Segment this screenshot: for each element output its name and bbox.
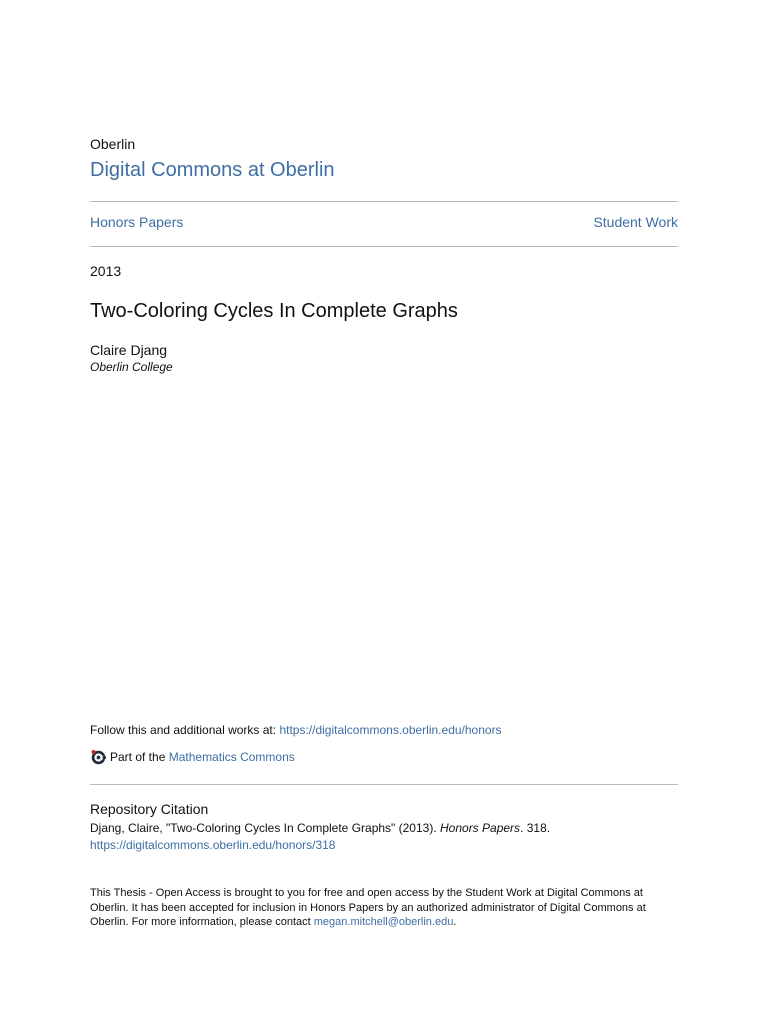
citation-text-start: Djang, Claire, "Two-Coloring Cycles In Complete Graphs" (2013).: [90, 821, 440, 835]
citation-url-link[interactable]: https://digitalcommons.oberlin.edu/honors/318: [90, 838, 336, 852]
divider-bottom: [90, 784, 678, 785]
access-notice: [90, 886, 678, 930]
publication-year: 2013: [90, 263, 122, 279]
part-of-line: [90, 746, 295, 768]
citation-text-end: . 318.: [520, 821, 551, 835]
commons-network-icon: [90, 749, 107, 766]
access-notice-text: This Thesis - Open Access is brought to you for free and open access by the Student Work at Digital Commons at Oberlin. It has been accepted for inclusion in Honors Papers by an authorized administrator of Digital Commons at Oberlin. For more information, please contact: [90, 887, 646, 928]
repository-title-link[interactable]: Digital Commons at Oberlin: [90, 159, 335, 181]
contact-email-link[interactable]: megan.mitchell@oberlin.edu: [313, 916, 454, 928]
part-of-prefix: Part of the: [110, 750, 166, 764]
follow-line: [90, 723, 502, 738]
honors-papers-link[interactable]: Honors Papers: [90, 214, 184, 230]
citation-journal: Honors Papers: [440, 821, 521, 835]
citation-heading: Repository Citation: [90, 801, 209, 817]
paper-title: Two-Coloring Cycles In Complete Graphs: [90, 300, 458, 322]
follow-url-link[interactable]: https://digitalcommons.oberlin.edu/honors: [279, 723, 502, 737]
student-work-link[interactable]: Student Work: [593, 214, 678, 230]
institution-name: Oberlin: [90, 136, 136, 152]
mathematics-commons-link[interactable]: Mathematics Commons: [168, 750, 295, 764]
divider-top: [90, 201, 678, 202]
author-affiliation: Oberlin College: [90, 360, 173, 374]
follow-prefix: Follow this and additional works at:: [90, 723, 280, 737]
access-notice-end: .: [453, 916, 457, 928]
divider-middle: [90, 246, 678, 247]
author-name: Claire Djang: [90, 342, 168, 358]
citation-text: [90, 821, 550, 836]
